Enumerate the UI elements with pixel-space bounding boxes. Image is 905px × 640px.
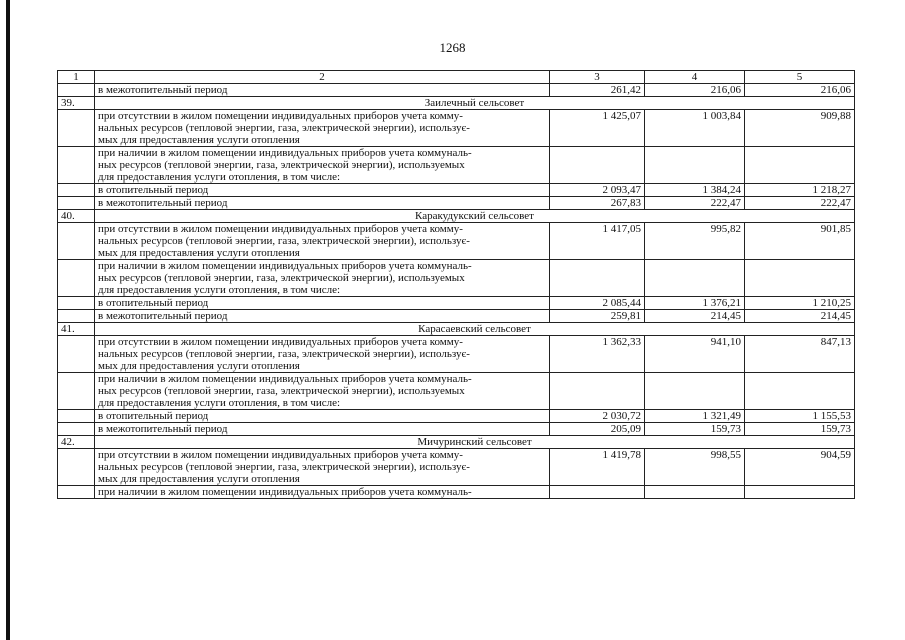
section-title: Заилечный сельсовет bbox=[95, 97, 855, 110]
section-title: Карасаевский сельсовет bbox=[95, 323, 855, 336]
description-line: при наличии в жилом помещении индивидуальных приборов учета коммуналь- bbox=[98, 486, 472, 498]
value-col-4: 159,73 bbox=[645, 423, 745, 436]
description-line: для предоставления услуги отопления, в том числе: bbox=[98, 397, 341, 409]
row-description bbox=[95, 147, 550, 184]
description-line: нальных ресурсов (тепловой энергии, газа, электрической энергии), использує- bbox=[98, 348, 470, 360]
header-col-4: 4 bbox=[645, 71, 745, 84]
value-col-4: 214,45 bbox=[645, 310, 745, 323]
page-number: 1268 bbox=[439, 40, 466, 55]
table-row bbox=[58, 260, 855, 297]
value-col-5: 222,47 bbox=[745, 197, 855, 210]
index-cell bbox=[58, 310, 95, 323]
table-row bbox=[58, 310, 855, 323]
value-col-3 bbox=[550, 486, 645, 499]
row-label: в межотопительный период bbox=[95, 310, 550, 323]
header-col-3: 3 bbox=[550, 71, 645, 84]
index-cell bbox=[58, 260, 95, 297]
value-col-4: 1 003,84 bbox=[645, 110, 745, 147]
row-description bbox=[95, 449, 550, 486]
value-col-3: 261,42 bbox=[550, 84, 645, 97]
description-line: при отсутствии в жилом помещении индивидуальных приборов учета комму- bbox=[98, 110, 463, 122]
value-col-5: 904,59 bbox=[745, 449, 855, 486]
row-label: в отопительный период bbox=[95, 410, 550, 423]
table-row bbox=[58, 410, 855, 423]
index-cell bbox=[58, 84, 95, 97]
header-col-2: 2 bbox=[95, 71, 550, 84]
value-col-3: 1 417,05 bbox=[550, 223, 645, 260]
description-line: мых для предоставления услуги отопления bbox=[98, 134, 300, 146]
index-cell bbox=[58, 197, 95, 210]
scan-margin-bar bbox=[6, 0, 10, 640]
value-col-3: 259,81 bbox=[550, 310, 645, 323]
header-col-1: 1 bbox=[58, 71, 95, 84]
description-line: при наличии в жилом помещении индивидуальных приборов учета коммуналь- bbox=[98, 147, 472, 159]
index-cell bbox=[58, 410, 95, 423]
value-col-4 bbox=[645, 260, 745, 297]
value-col-5: 901,85 bbox=[745, 223, 855, 260]
value-col-4: 998,55 bbox=[645, 449, 745, 486]
value-col-5: 216,06 bbox=[745, 84, 855, 97]
value-col-5 bbox=[745, 486, 855, 499]
description-line: мых для предоставления услуги отопления bbox=[98, 247, 300, 259]
value-col-5: 214,45 bbox=[745, 310, 855, 323]
value-col-4: 941,10 bbox=[645, 336, 745, 373]
index-cell bbox=[58, 449, 95, 486]
value-col-3: 1 419,78 bbox=[550, 449, 645, 486]
value-col-3 bbox=[550, 260, 645, 297]
description-line: для предоставления услуги отопления, в том числе: bbox=[98, 171, 341, 183]
value-col-3: 1 425,07 bbox=[550, 110, 645, 147]
row-label: в межотопительный период bbox=[95, 197, 550, 210]
description-line: для предоставления услуги отопления, в том числе: bbox=[98, 284, 341, 296]
value-col-5: 159,73 bbox=[745, 423, 855, 436]
description-line: мых для предоставления услуги отопления bbox=[98, 360, 300, 372]
section-header-row bbox=[58, 210, 855, 223]
section-index: 41. bbox=[58, 323, 95, 336]
index-cell bbox=[58, 423, 95, 436]
row-label: в межотопительный период bbox=[95, 423, 550, 436]
table-row bbox=[58, 423, 855, 436]
row-description bbox=[95, 336, 550, 373]
section-index: 39. bbox=[58, 97, 95, 110]
table-row bbox=[58, 336, 855, 373]
value-col-5 bbox=[745, 260, 855, 297]
value-col-4: 1 384,24 bbox=[645, 184, 745, 197]
value-col-3: 1 362,33 bbox=[550, 336, 645, 373]
section-index: 40. bbox=[58, 210, 95, 223]
value-col-3: 2 093,47 bbox=[550, 184, 645, 197]
section-title: Каракудукский сельсовет bbox=[95, 210, 855, 223]
index-cell bbox=[58, 486, 95, 499]
description-line: при наличии в жилом помещении индивидуальных приборов учета коммуналь- bbox=[98, 373, 472, 385]
tariff-table bbox=[57, 70, 855, 499]
value-col-3: 2 030,72 bbox=[550, 410, 645, 423]
value-col-3 bbox=[550, 373, 645, 410]
description-line: нальных ресурсов (тепловой энергии, газа, электрической энергии), использує- bbox=[98, 122, 470, 134]
description-line: при наличии в жилом помещении индивидуальных приборов учета коммуналь- bbox=[98, 260, 472, 272]
value-col-5: 1 218,27 bbox=[745, 184, 855, 197]
value-col-4: 995,82 bbox=[645, 223, 745, 260]
section-title: Мичуринский сельсовет bbox=[95, 436, 855, 449]
index-cell bbox=[58, 373, 95, 410]
value-col-3: 205,09 bbox=[550, 423, 645, 436]
index-cell bbox=[58, 110, 95, 147]
table-row bbox=[58, 184, 855, 197]
row-description bbox=[95, 260, 550, 297]
description-line: при отсутствии в жилом помещении индивидуальных приборов учета комму- bbox=[98, 336, 463, 348]
value-col-4 bbox=[645, 147, 745, 184]
value-col-5: 1 210,25 bbox=[745, 297, 855, 310]
index-cell bbox=[58, 297, 95, 310]
row-label: в межотопительный период bbox=[95, 84, 550, 97]
table-row bbox=[58, 486, 855, 499]
table-row bbox=[58, 297, 855, 310]
header-col-5: 5 bbox=[745, 71, 855, 84]
description-line: нальных ресурсов (тепловой энергии, газа, электрической энергии), использує- bbox=[98, 461, 470, 473]
row-description bbox=[95, 373, 550, 410]
value-col-5: 1 155,53 bbox=[745, 410, 855, 423]
row-description bbox=[95, 223, 550, 260]
header-row bbox=[58, 71, 855, 84]
index-cell bbox=[58, 336, 95, 373]
table-row bbox=[58, 373, 855, 410]
description-line: ных ресурсов (тепловой энергии, газа, электрической энергии), используемых bbox=[98, 385, 465, 397]
value-col-5: 909,88 bbox=[745, 110, 855, 147]
row-label: в отопительный период bbox=[95, 297, 550, 310]
section-index: 42. bbox=[58, 436, 95, 449]
table-row bbox=[58, 84, 855, 97]
description-line: при отсутствии в жилом помещении индивидуальных приборов учета комму- bbox=[98, 449, 463, 461]
value-col-3: 2 085,44 bbox=[550, 297, 645, 310]
table-row bbox=[58, 223, 855, 260]
value-col-4: 1 321,49 bbox=[645, 410, 745, 423]
row-description bbox=[95, 486, 550, 499]
description-line: при отсутствии в жилом помещении индивидуальных приборов учета комму- bbox=[98, 223, 463, 235]
table-row bbox=[58, 147, 855, 184]
value-col-4: 1 376,21 bbox=[645, 297, 745, 310]
description-line: мых для предоставления услуги отопления bbox=[98, 473, 300, 485]
description-line: ных ресурсов (тепловой энергии, газа, электрической энергии), используемых bbox=[98, 159, 465, 171]
description-line: нальных ресурсов (тепловой энергии, газа, электрической энергии), использує- bbox=[98, 235, 470, 247]
description-line: ных ресурсов (тепловой энергии, газа, электрической энергии), используемых bbox=[98, 272, 465, 284]
value-col-3 bbox=[550, 147, 645, 184]
index-cell bbox=[58, 147, 95, 184]
table-row bbox=[58, 197, 855, 210]
value-col-4 bbox=[645, 373, 745, 410]
section-header-row bbox=[58, 97, 855, 110]
value-col-4: 222,47 bbox=[645, 197, 745, 210]
index-cell bbox=[58, 184, 95, 197]
row-description bbox=[95, 110, 550, 147]
section-header-row bbox=[58, 323, 855, 336]
value-col-5 bbox=[745, 147, 855, 184]
value-col-5: 847,13 bbox=[745, 336, 855, 373]
value-col-5 bbox=[745, 373, 855, 410]
table-row bbox=[58, 110, 855, 147]
row-label: в отопительный период bbox=[95, 184, 550, 197]
value-col-3: 267,83 bbox=[550, 197, 645, 210]
table-row bbox=[58, 449, 855, 486]
value-col-4: 216,06 bbox=[645, 84, 745, 97]
index-cell bbox=[58, 223, 95, 260]
section-header-row bbox=[58, 436, 855, 449]
value-col-4 bbox=[645, 486, 745, 499]
